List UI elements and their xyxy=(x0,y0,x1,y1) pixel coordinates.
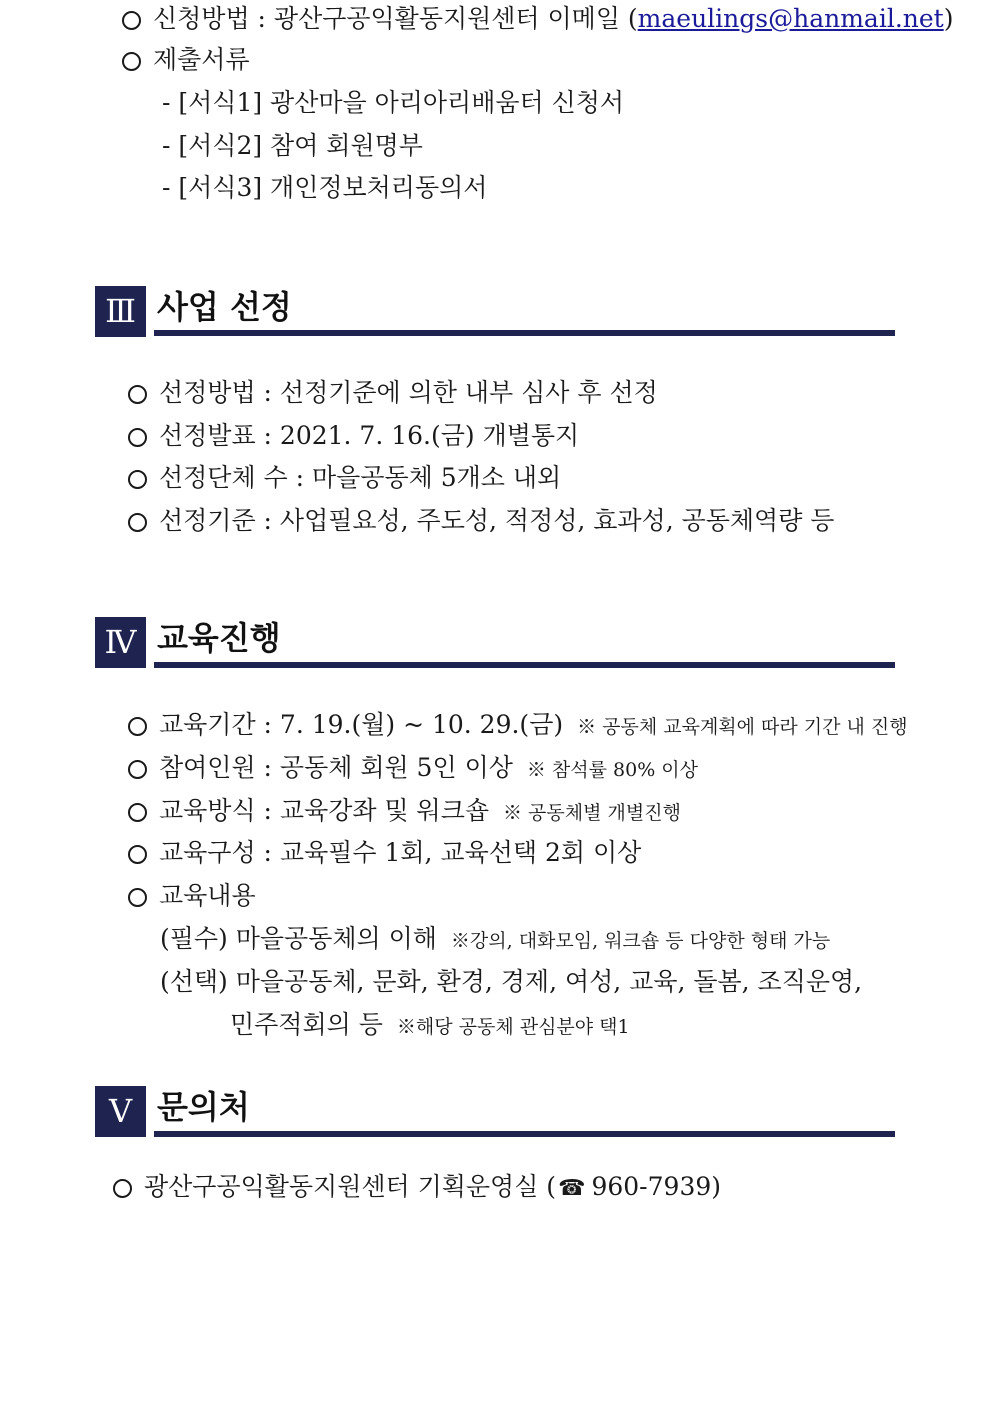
circle-bullet-icon xyxy=(128,428,147,447)
section-4-title: 교육진행 xyxy=(157,619,281,657)
education-item: 교육방식 : 교육강좌 및 워크숍 ※ 공동체별 개별진행 xyxy=(128,796,681,828)
education-item: 교육구성 : 교육필수 1회, 교육선택 2회 이상 xyxy=(128,838,641,868)
section-5-rule xyxy=(154,1131,895,1137)
content-optional-cont: 민주적회의 등 ※해당 공동체 관심분야 택1 xyxy=(230,1010,630,1039)
telephone-icon: ☎ xyxy=(558,1176,586,1201)
section-4-rule xyxy=(154,662,895,668)
circle-bullet-icon xyxy=(128,470,147,489)
doc-item: - [서식3] 개인정보처리동의서 xyxy=(162,173,488,202)
apply-method: 신청방법 : 광산구공익활동지원센터 이메일 (maeulings@hanmail.net) xyxy=(122,4,953,34)
doc-item: - [서식1] 광산마을 아리아리배움터 신청서 xyxy=(162,88,625,117)
circle-bullet-icon xyxy=(122,52,141,71)
section-5-numeral: Ⅴ xyxy=(95,1086,146,1137)
content-required: (필수) 마을공동체의 이해 ※강의, 대화모임, 워크숍 등 다양한 형태 가능 xyxy=(160,924,831,953)
content-optional: (선택) 마을공동체, 문화, 환경, 경제, 여성, 교육, 돌봄, 조직운영, xyxy=(160,967,863,996)
circle-bullet-icon xyxy=(128,888,147,907)
contact-line: 광산구공익활동지원센터 기획운영실 (☎ 960-7939) xyxy=(113,1172,721,1204)
selection-item: 선정단체 수 : 마을공동체 5개소 내외 xyxy=(128,463,561,493)
circle-bullet-icon xyxy=(128,513,147,532)
selection-item: 선정발표 : 2021. 7. 16.(금) 개별통지 xyxy=(128,421,579,451)
section-3-rule xyxy=(154,330,895,336)
education-item: 교육내용 xyxy=(128,881,256,911)
circle-bullet-icon xyxy=(128,717,147,736)
education-item: 교육기간 : 7. 19.(월) ~ 10. 29.(금) ※ 공동체 교육계획에 따라 기간 내 진행 xyxy=(128,710,908,742)
circle-bullet-icon xyxy=(128,760,147,779)
section-3-title: 사업 선정 xyxy=(157,288,292,326)
education-item: 참여인원 : 공동체 회원 5인 이상 ※ 참석률 80% 이상 xyxy=(128,753,698,785)
selection-item: 선정기준 : 사업필요성, 주도성, 적정성, 효과성, 공동체역량 등 xyxy=(128,506,834,536)
circle-bullet-icon xyxy=(113,1179,132,1198)
circle-bullet-icon xyxy=(122,11,141,30)
circle-bullet-icon xyxy=(128,385,147,404)
section-4-numeral: Ⅳ xyxy=(95,617,146,668)
section-3-numeral: Ⅲ xyxy=(95,286,146,337)
circle-bullet-icon xyxy=(128,845,147,864)
circle-bullet-icon xyxy=(128,803,147,822)
email-link[interactable]: maeulings@hanmail.net xyxy=(637,4,944,33)
docs-label: 제출서류 xyxy=(122,45,250,75)
section-5-title: 문의처 xyxy=(157,1088,250,1126)
selection-item: 선정방법 : 선정기준에 의한 내부 심사 후 선정 xyxy=(128,378,658,408)
doc-item: - [서식2] 참여 회원명부 xyxy=(162,131,423,160)
